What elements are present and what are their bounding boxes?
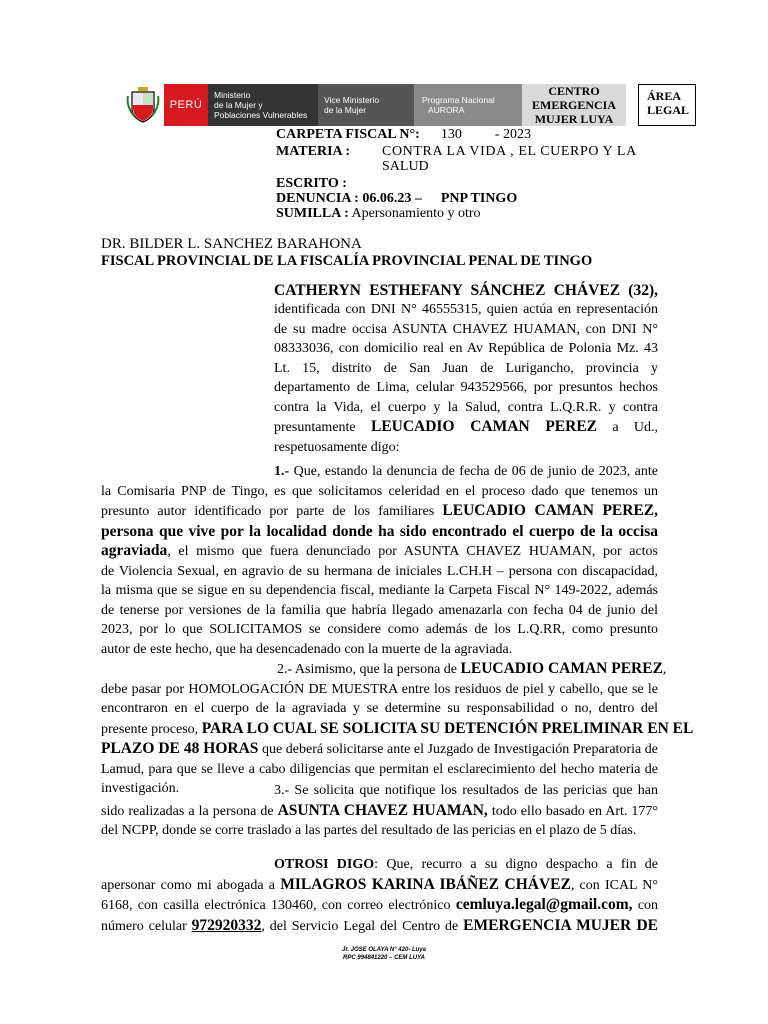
- carpeta-label: CARPETA FISCAL N°:: [276, 127, 420, 142]
- lawyer-phone: 972920332: [191, 916, 262, 934]
- accused-name: LEUCADIO CAMAN PEREZ: [370, 418, 598, 435]
- area-legal-box: ÁREA LEGAL: [638, 84, 696, 126]
- header-banner: [122, 84, 626, 126]
- addressee-name: DR. BILDER L. SANCHEZ BARAHONA: [101, 236, 362, 252]
- peru-coat-of-arms-icon: [122, 84, 164, 126]
- lawyer-name: MILAGROS KARINA IBÁÑEZ CHÁVEZ: [280, 875, 571, 893]
- centro-emergencia-label: CENTRO EMERGENCIA MUJER LUYA: [522, 84, 626, 126]
- footer: [0, 946, 768, 962]
- materia-text: CONTRA LA VIDA , EL CUERPO Y LA: [382, 144, 637, 159]
- lawyer-email: cemluya.legal@gmail.com,: [455, 896, 633, 913]
- case-header: [276, 127, 637, 221]
- intro-paragraph: CATHERYN ESTHEFANY SÁNCHEZ CHÁVEZ (32), identificada con DNI N° 46555315, quien actúa en representación de su madre occisa ASUNTA CHAVEZ HUAMAN, con DNI N° 08333036, con domicilio real en Av República de Polonia Mz. 43 Lt. 15, distrito de San Juan de Lurigancho, provincia y departamento de Lima, celular 943529566, por presuntos hechos contra la Vida, el cuerpo y la Salud, contra L.Q.R.R. y contra presuntamente LEUCADIO CAMAN PEREZ a Ud., respetuosamente digo:: [274, 282, 659, 455]
- paragraph-1: 1.- Que, estando la denuncia de fecha de 06 de junio de 2023, ante la Comisaria PNP de Tingo, es que solicitamos celeridad en el proceso dado que tenemos un presunto autor identificado por parte de los familiares LEUCADIO CAMAN PEREZ, persona que vive por la localidad donde ha sido encontrado el cuerpo de la occisa agraviada, el mismo que fuera denunciado por ASUNTA CHAVEZ HUAMAN, por actos de Violencia Sexual, en agravio de su hermana de iniciales L.CH.H – persona con discapacidad, la misma que se sigue en su dependencia fiscal, mediante la Carpeta Fiscal N° 149-2022, además de tenerse por versiones de la familia que habría llegado amenazarla con fecha 04 de junio del 2023, por lo que SOLICITAMOS se considere como además de los L.Q.RR, como presunto autor de este hecho, que ha desencadenado con la muerte de la agraviada.: [101, 464, 659, 657]
- paragraph-2: 2.- Asimismo, que la persona de LEUCADIO CAMAN PEREZ, debe pasar por HOMOLOGACIÓN DE MUESTRA entre los residuos de piel y cabello, que se le encontraron en el cuerpo de la agraviada y se determine su responsabilidad o no, dentro del presente proceso, PARA LO CUAL SE SOLICITA SU DETENCIÓN PRELIMINAR EN EL PLAZO DE 48 HORAS que deberá solicitarse ante el Juzgado de Investigación Preparatoria de Lamud, para que se lleve a cabo diligencias que permitan el esclarecimiento del hecho materia de investigación.: [101, 660, 694, 796]
- denuncia-place: PNP TINGO: [440, 191, 518, 206]
- sumilla-text: Apersonamiento y otro: [351, 206, 481, 221]
- peru-label: PERÚ: [164, 84, 208, 126]
- escrito-label: ESCRITO :: [276, 176, 347, 191]
- footer-rpc: RPC 994841220 – CEM LUYA: [343, 955, 425, 961]
- denuncia-label: DENUNCIA :: [276, 191, 359, 206]
- paragraph-3: 3.- Se solicita que notifique los resultados de las pericias que han sido realizadas a la persona de ASUNTA CHAVEZ HUAMAN, todo ello basado en Art. 177° del NCPP, donde se corre traslado a las partes del resultado de las pericias en el plazo de 5 días.: [101, 783, 659, 838]
- ministerio-label: Ministerio de la Mujer y Poblaciones Vulnerables: [208, 84, 318, 126]
- footer-address: Jr. JOSE OLAYA N° 420- Luya: [342, 947, 426, 953]
- vice-ministerio-label: Vice Ministerio de la Mujer: [318, 84, 414, 126]
- materia-text-2: SALUD: [382, 159, 429, 174]
- denuncia-date: 06.06.23 –: [362, 191, 422, 206]
- carpeta-number: 130: [440, 127, 462, 142]
- addressee-title: FISCAL PROVINCIAL DE LA FISCALÍA PROVINCIAL PENAL DE TINGO: [101, 253, 593, 269]
- carpeta-year: - 2023: [494, 127, 531, 142]
- addressee: [101, 236, 592, 270]
- programa-aurora-label: Programa Nacional AURORA: [414, 84, 522, 126]
- materia-label: MATERIA :: [276, 144, 351, 159]
- otrosi-paragraph: OTROSI DIGO: Que, recurro a su digno despacho a fin de apersonar como mi abogada a MILAGROS KARINA IBÁÑEZ CHÁVEZ, con ICAL N° 6168, con casilla electrónica 130460, con correo electrónico cemluya.legal@gmail.com, con número celular 972920332, del Servicio Legal del Centro de EMERGENCIA MUJER DE: [101, 857, 659, 934]
- sumilla-label: SUMILLA :: [276, 206, 349, 221]
